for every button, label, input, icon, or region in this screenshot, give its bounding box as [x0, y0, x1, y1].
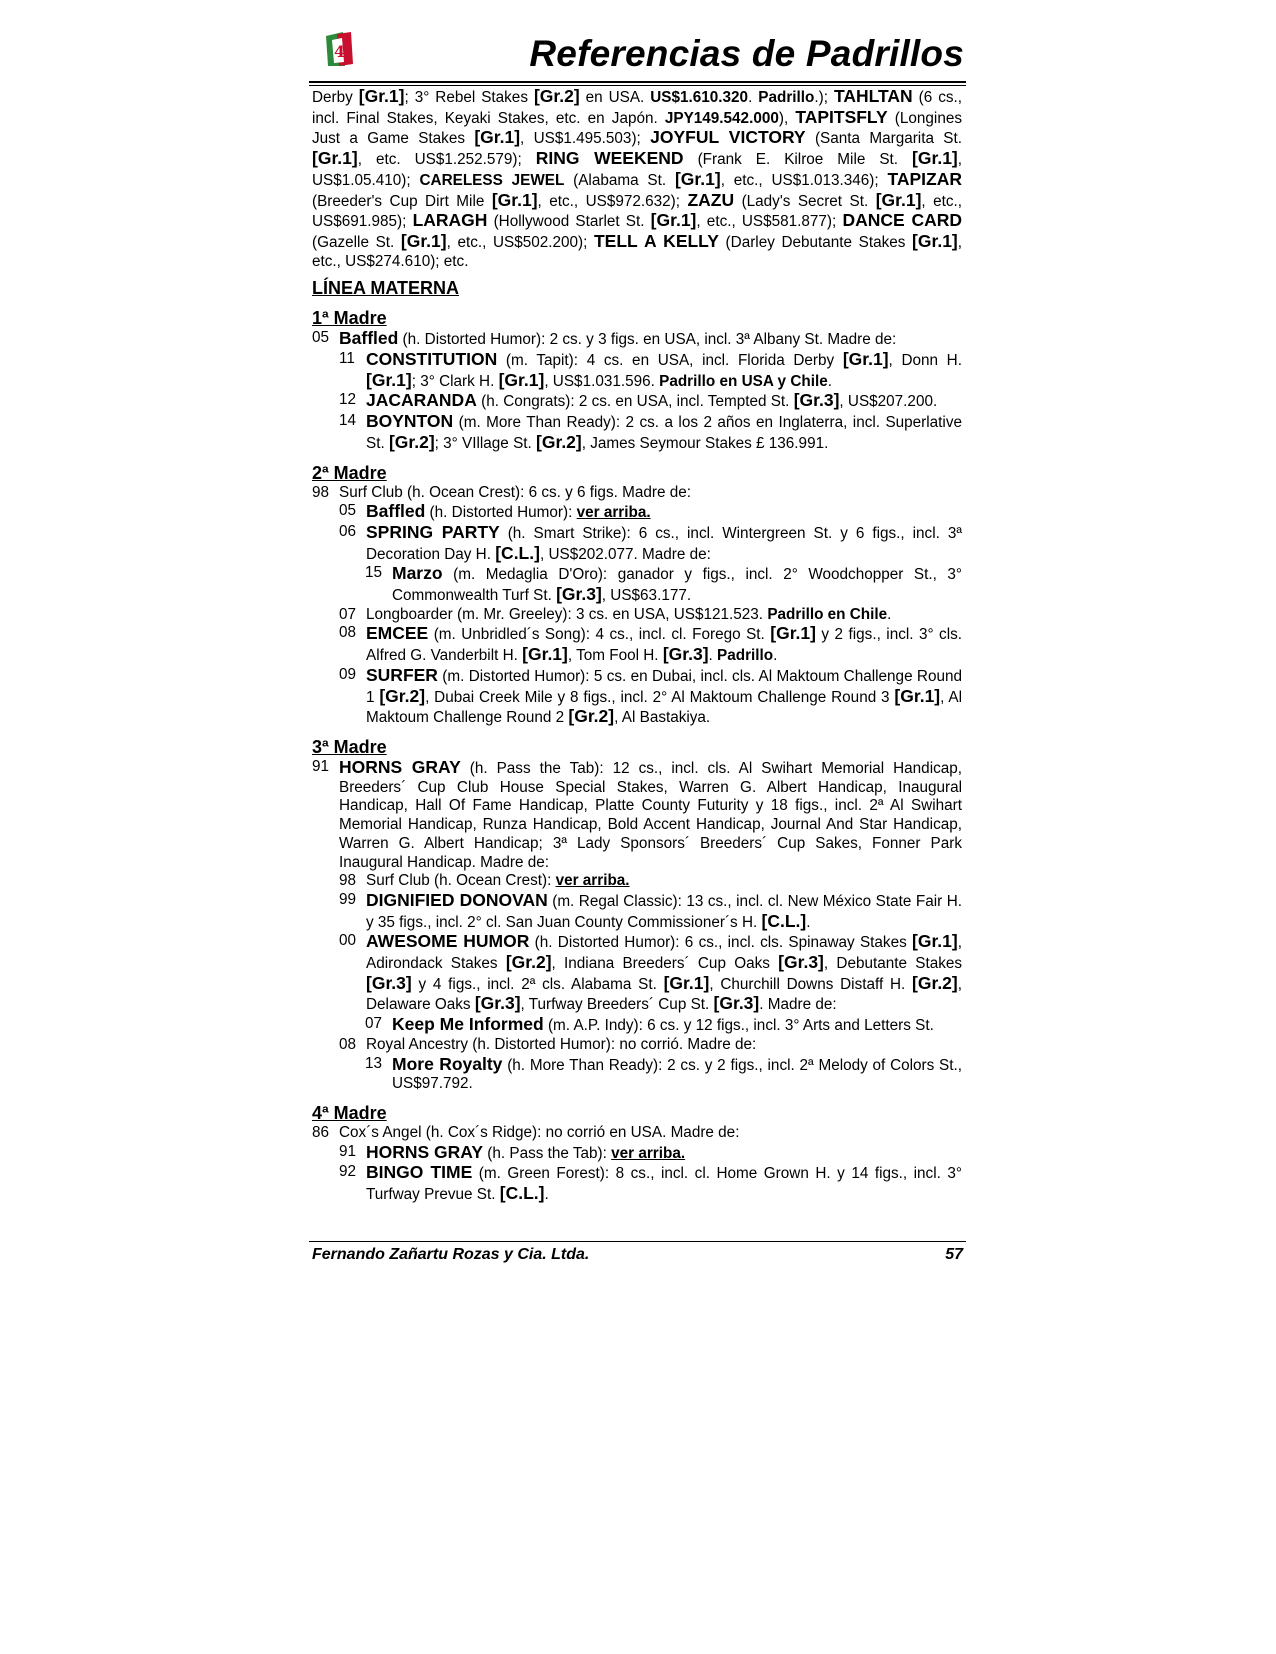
grade-label: [Gr.1] [912, 230, 958, 251]
horse-name: DIGNIFIED DONOVAN [366, 889, 548, 910]
birth-year: 06 [339, 522, 357, 540]
grade-label: [Gr.1] [912, 931, 958, 952]
birth-year: 13 [365, 1054, 383, 1072]
birth-year: 11 [339, 350, 355, 368]
entry-text [366, 932, 962, 1015]
grade-label: [Gr.1] [663, 972, 710, 993]
text-run: (h. Smart Strike): 6 cs., incl. Wintergreen St. y 6 figs., incl. 3ª Decoration Day H. [366, 524, 962, 563]
text-run: Surf Club (h. Ocean Crest): 6 cs. y 6 figs. Madre de: [339, 483, 691, 501]
grade-label: [Gr.1] [770, 623, 816, 644]
footer-rule [309, 1241, 966, 1242]
birth-year: 09 [339, 665, 357, 683]
text-run: (m. Regal Classic): 13 cs., incl. cl. New México State Fair H. y 35 figs., incl. 2° cl. San Juan County Commissioner´s H. [366, 892, 962, 931]
text-run: ; 3° Clark H. [411, 372, 499, 390]
horse-name: Keep Me Informed [392, 1014, 544, 1035]
text-run: , Tom Fool H. [567, 647, 663, 665]
text-run: , Al Bastakiya. [614, 709, 711, 727]
section-heading-madre: 3ª Madre [312, 736, 387, 757]
birth-year: 00 [339, 932, 357, 950]
grade-label: [C.L.] [499, 1183, 545, 1204]
horse-name: RING WEEKEND [535, 148, 684, 169]
text-run: , US$1.495.503); [520, 130, 651, 148]
horse-name: CONSTITUTION [366, 349, 498, 370]
text-run: , etc., US$502.200); [446, 233, 594, 251]
horse-name: BOYNTON [366, 411, 454, 432]
entry-text [366, 1143, 962, 1164]
grade-label: [Gr.3] [474, 993, 521, 1014]
text-run: , Debutante Stakes [823, 955, 963, 973]
grade-label: [Gr.1] [312, 148, 358, 169]
birth-year: 07 [339, 605, 357, 623]
text-run: Derby [312, 89, 359, 106]
svg-text:4: 4 [334, 42, 346, 61]
pedigree-entry [339, 891, 962, 932]
grade-label: [Gr.1] [674, 168, 721, 189]
horse-name: TELL A KELLY [593, 230, 719, 251]
text-run: (h. Congrats): 2 cs. en USA, incl. Tempted St. [476, 393, 794, 411]
text-run: . [748, 89, 759, 106]
text-run: , Dubai Creek Mile y 8 figs., incl. 2° Al Maktoum Challenge Round 3 [425, 688, 895, 706]
birth-year: 07 [365, 1015, 383, 1033]
horse-name: AWESOME HUMOR [366, 931, 530, 952]
text-run: Surf Club (h. Ocean Crest): [366, 872, 556, 890]
pedigree-entry [312, 329, 962, 350]
text-run: . [708, 647, 718, 665]
pedigree-entry [312, 1124, 962, 1143]
text-run: , Delaware Oaks [366, 975, 962, 1014]
grade-label: [Gr.1] [400, 230, 447, 251]
pedigree-entry [339, 872, 962, 891]
pedigree-entry [365, 1015, 962, 1036]
text-run: , etc. US$1.252.579); [357, 151, 536, 169]
text-run: (h. Distorted Humor): 2 cs. y 3 figs. en USA, incl. 3ª Albany St. Madre de: [398, 331, 897, 349]
birth-year: 98 [312, 483, 330, 501]
grade-label: [Gr.2] [379, 685, 426, 706]
birth-year: 92 [339, 1163, 357, 1181]
grade-label: [Gr.1] [366, 369, 412, 390]
pedigree-entry [312, 484, 962, 503]
text-run: (Breeder's Cup Dirt Mile [312, 192, 492, 210]
birth-year: 99 [339, 890, 357, 908]
text-run: (h. Distorted Humor): 6 cs., incl. cls. Spinaway Stakes [529, 934, 913, 952]
entry-text [366, 606, 962, 625]
horse-name: Baffled [339, 328, 399, 349]
grade-label: [Gr.2] [505, 952, 552, 973]
horse-name: BINGO TIME [366, 1162, 473, 1183]
text-run: (m. Green Forest): 8 cs., incl. cl. Home Grown H. y 14 figs., incl. 3° Turfway Prevue St. [366, 1165, 962, 1204]
grade-label: [Gr.2] [536, 431, 582, 452]
text-run: . [773, 647, 778, 665]
birth-year: 12 [339, 391, 357, 409]
text-run: . Madre de: [759, 996, 837, 1014]
grade-label: [Gr.2] [533, 86, 580, 106]
text-run: (m. Unbridled´s Song): 4 cs., incl. cl. Forego St. [428, 626, 771, 644]
birth-year: 86 [312, 1123, 330, 1141]
text-run: Padrillo en Chile [767, 605, 888, 623]
entry-text [366, 872, 962, 891]
text-run: (Hollywood Starlet St. [487, 213, 651, 231]
birth-year: 14 [339, 412, 357, 430]
horse-name: LARAGH [412, 210, 488, 231]
text-run: (Frank E. Kilroe Mile St. [683, 151, 913, 169]
entry-text [366, 1036, 962, 1055]
entry-text [366, 891, 962, 932]
text-run: (Gazelle St. [312, 233, 401, 251]
text-run: , US$63.177. [601, 587, 692, 605]
horse-name: HORNS GRAY [366, 1141, 484, 1162]
text-run: y 2 figs., incl. 3° cls. Alfred G. Vanderbilt H. [366, 626, 962, 665]
text-run: (m. Medaglia D'Oro): ganador y figs., incl. 2° Woodchopper St., 3° Commonwealth Turf St. [392, 566, 962, 605]
horse-name: Marzo [392, 563, 443, 584]
grade-label: [Gr.1] [894, 685, 941, 706]
pedigree-entry [339, 350, 962, 391]
text-run: , Adirondack Stakes [366, 934, 962, 973]
text-run: , US$1.031.596. [544, 372, 660, 390]
horse-name: TAHLTAN [833, 86, 913, 106]
pedigree-entry [339, 391, 962, 412]
horse-name: TAPITSFLY [795, 106, 888, 127]
entry-text [392, 564, 962, 605]
text-run: (Santa Margarita St. [805, 130, 962, 148]
text-run: , US$207.200. [839, 393, 938, 411]
text-run: . [806, 913, 811, 931]
pedigree-entry [339, 412, 962, 453]
grade-label: [Gr.3] [662, 644, 709, 665]
text-run: (m. More Than Ready): 2 cs. a los 2 años en Inglaterra, incl. Superlative St. [366, 414, 962, 452]
text-run: , Indiana Breeders´ Cup Oaks [551, 955, 779, 973]
see-above-note: ver arriba. [555, 872, 630, 890]
text-run: US$1.610.320 [650, 89, 749, 106]
text-run: , etc., US$972.632); [537, 192, 688, 210]
horse-name: HORNS GRAY [339, 756, 461, 777]
pedigree-entry [365, 564, 962, 605]
pedigree-entry [339, 1143, 962, 1164]
entry-text [366, 624, 962, 665]
text-run: (Longines Just a Game Stakes [312, 109, 962, 148]
text-run: y 4 figs., incl. 2ª cls. Alabama St. [411, 975, 664, 993]
grade-label: [Gr.1] [358, 86, 405, 106]
text-run: (m. Tapit): 4 cs. en USA, incl. Florida Derby [497, 352, 843, 370]
entry-text [366, 666, 962, 728]
birth-year: 05 [312, 329, 330, 347]
text-run: (h. Pass the Tab): 12 cs., incl. cls. Al Swihart Memorial Handicap, Breeders´ Cup Club House Special Stakes, Warren G. Albert Handicap, Inaugural Handicap, Hall Of Fame Handicap, Platte County Futurity y 18 figs., incl. 2ª Al Swihart Memorial Handicap, Runza Handicap, Bold Accent Handicap, Journal And Star Handicap, Warren G. Albert Handicap; 3ª Lady Sponsors´ Breeders´ Cup Sakes, Fonner Park Inaugural Handicap. Madre de: [339, 759, 963, 871]
text-run: (h. More Than Ready): 2 cs. y 2 figs., incl. 2ª Melody of Colors St., US$97.792. [392, 1056, 963, 1093]
text-run: (6 cs., incl. Final Stakes, Keyaki Stakes, etc. en Japón. [312, 89, 963, 127]
text-run: , etc., US$1.013.346); [720, 171, 888, 189]
horse-name: More Royalty [392, 1053, 503, 1074]
text-run: , etc., US$691.985); [312, 192, 963, 231]
grade-label: [C.L.] [495, 542, 540, 563]
footer-company: Fernando Zañartu Rozas y Cia. Ltda. [312, 1246, 590, 1263]
text-run: , Donn H. [888, 352, 962, 370]
entry-text [366, 412, 962, 453]
header-rule [309, 81, 966, 83]
see-above-note: ver arriba. [611, 1144, 686, 1162]
grade-label: [Gr.3] [793, 390, 840, 411]
pedigree-entry [312, 758, 962, 872]
text-run: , US$202.077. Madre de: [539, 545, 711, 563]
text-run: . [544, 1186, 549, 1204]
grade-label: [Gr.3] [713, 993, 760, 1014]
pedigree-entry [339, 502, 962, 523]
text-run: , James Seymour Stakes £ 136.991. [581, 434, 829, 452]
page-number: 57 [945, 1246, 963, 1263]
section-heading-linea-materna: LÍNEA MATERNA [312, 278, 459, 299]
entry-text [366, 1163, 962, 1204]
entry-text [339, 758, 962, 872]
grade-label: [Gr.3] [556, 584, 602, 605]
text-run: . [887, 605, 892, 623]
birth-year: 05 [339, 502, 357, 520]
section-heading-madre: 4ª Madre [312, 1102, 387, 1123]
pedigree-entry [339, 606, 962, 625]
text-run: . [827, 372, 832, 390]
horse-name: JOYFUL VICTORY [650, 127, 806, 148]
grade-label: [Gr.2] [568, 706, 615, 727]
text-run: JPY149.542.000 [664, 109, 779, 127]
entry-text [339, 1124, 962, 1143]
grade-label: [Gr.1] [491, 189, 538, 210]
entry-text [366, 391, 962, 412]
text-run: (m. Distorted Humor): 5 cs. en Dubai, incl. cls. Al Maktoum Challenge Round 1 [366, 667, 962, 706]
birth-year: 08 [339, 624, 357, 642]
grade-label: [Gr.3] [366, 972, 412, 993]
horse-name: DANCE CARD [842, 210, 962, 231]
horse-name: JACARANDA [366, 390, 477, 411]
grade-label: [Gr.1] [912, 148, 958, 169]
page-title: Referencias de Padrillos [529, 33, 964, 74]
horse-name: EMCEE [366, 623, 429, 644]
text-run: ), [778, 109, 796, 127]
grade-label: [Gr.1] [650, 210, 697, 231]
text-run: Longboarder (m. Mr. Greeley): 3 cs. en USA, US$121.523. [366, 605, 768, 623]
text-run: CARELESS JEWEL [419, 171, 565, 189]
entry-text [392, 1015, 962, 1036]
pedigree-entry [365, 1055, 962, 1094]
birth-year: 91 [312, 757, 330, 775]
horse-name: Baffled [366, 501, 426, 522]
text-run: (Lady's Secret St. [734, 192, 876, 210]
entry-text [366, 523, 962, 564]
text-run: Padrillo [717, 647, 774, 665]
text-run: Padrillo [758, 89, 815, 106]
entry-text [339, 484, 962, 503]
entry-text [366, 502, 962, 523]
grade-label: [Gr.2] [388, 431, 435, 452]
document-body [312, 87, 962, 1205]
company-logo-icon [323, 31, 359, 68]
pedigree-entry [339, 666, 962, 728]
text-run: , Turfway Breeders´ Cup St. [520, 996, 714, 1014]
section-heading-madre: 1ª Madre [312, 308, 387, 329]
intro-paragraph [312, 87, 962, 271]
grade-label: [Gr.3] [778, 952, 824, 973]
horse-name: ZAZU [687, 189, 735, 210]
birth-year: 15 [365, 564, 383, 582]
text-run: ; 3° VIllage St. [434, 434, 537, 452]
text-run: ; 3° Rebel Stakes [404, 89, 534, 106]
text-run: Royal Ancestry (h. Distorted Humor): no corrió. Madre de: [366, 1035, 757, 1053]
entry-text [339, 329, 962, 350]
grade-label: [C.L.] [761, 910, 807, 931]
horse-name: SPRING PARTY [366, 521, 500, 542]
text-run: (m. A.P. Indy): 6 cs. y 12 figs., incl. 3° Arts and Letters St. [543, 1017, 934, 1035]
dam-sections [312, 307, 962, 1204]
pedigree-entry [339, 932, 962, 1015]
text-run: Padrillo en USA y Chile [659, 372, 828, 390]
birth-year: 08 [339, 1035, 357, 1053]
text-run: (h. Pass the Tab): [483, 1144, 612, 1162]
grade-label: [Gr.1] [875, 189, 922, 210]
text-run: , US$1.05.410); [312, 151, 963, 189]
pedigree-entry [339, 624, 962, 665]
text-run: , etc., US$581.877); [696, 213, 843, 231]
text-run: .); [814, 89, 834, 106]
grade-label: [Gr.1] [842, 349, 889, 370]
entry-text [392, 1055, 962, 1094]
horse-name: SURFER [366, 664, 438, 685]
text-run: en USA. [579, 89, 651, 106]
horse-name: TAPIZAR [887, 168, 963, 189]
grade-label: [Gr.1] [498, 369, 545, 390]
text-run: (Alabama St. [564, 171, 675, 189]
pedigree-entry [339, 1163, 962, 1204]
text-run: (h. Distorted Humor): [425, 504, 577, 522]
pedigree-entry [339, 523, 962, 564]
pedigree-entry [339, 1036, 962, 1055]
text-run: (Darley Debutante Stakes [718, 233, 913, 251]
grade-label: [Gr.1] [474, 127, 521, 148]
section-heading-madre: 2ª Madre [312, 462, 387, 483]
text-run: , Al Maktoum Challenge Round 2 [366, 688, 962, 727]
grade-label: [Gr.1] [522, 644, 568, 665]
see-above-note: ver arriba. [576, 504, 651, 522]
text-run: , etc., US$274.610); etc. [312, 233, 963, 270]
text-run: , Churchill Downs Distaff H. [709, 975, 913, 993]
entry-text [366, 350, 962, 391]
grade-label: [Gr.2] [912, 972, 958, 993]
birth-year: 98 [339, 872, 357, 890]
text-run: Cox´s Angel (h. Cox´s Ridge): no corrió en USA. Madre de: [339, 1123, 740, 1141]
birth-year: 91 [339, 1142, 357, 1160]
